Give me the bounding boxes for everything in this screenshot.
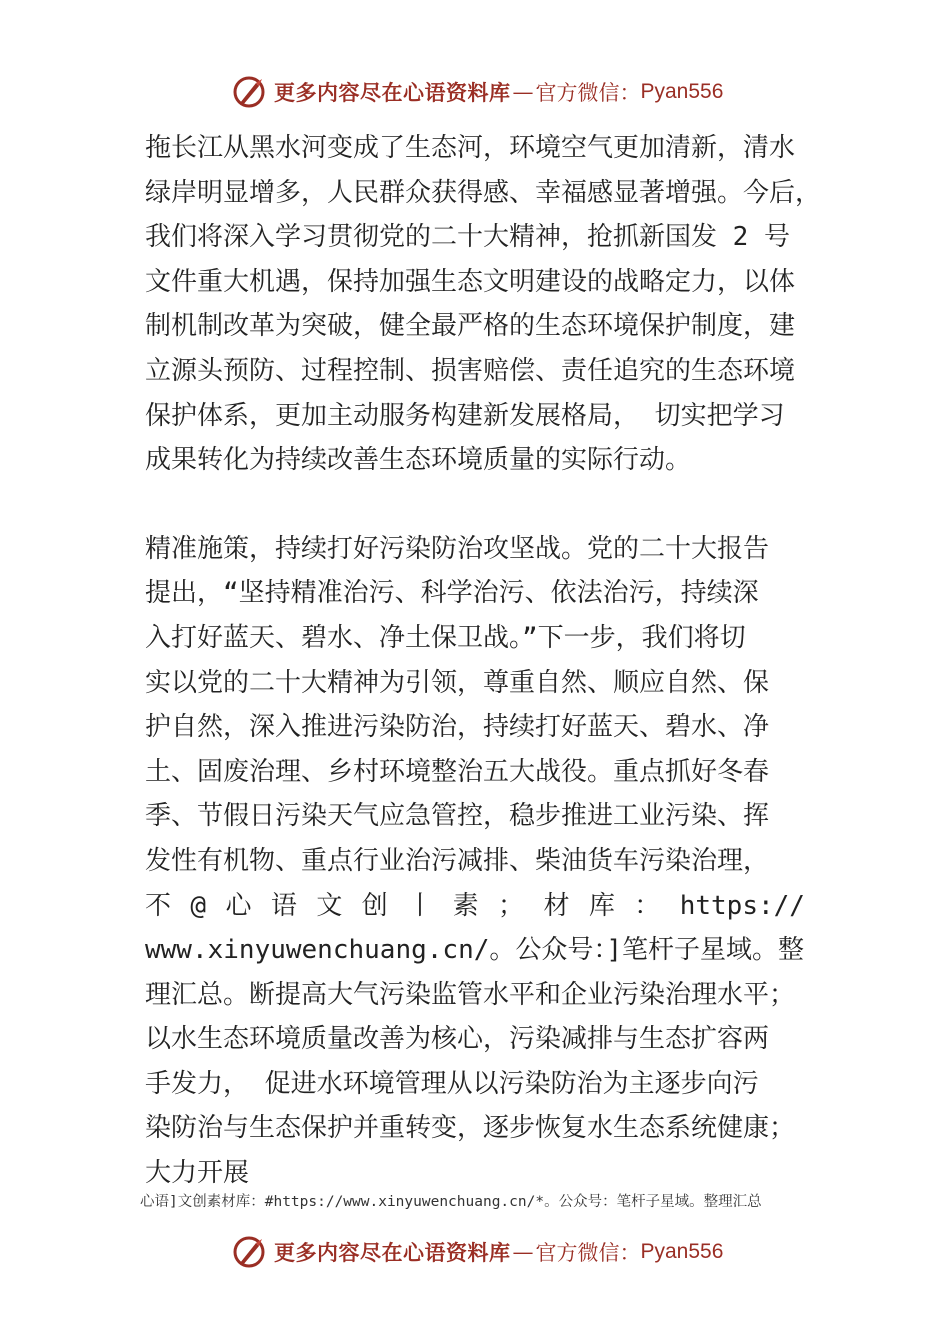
header-banner	[232, 72, 723, 112]
text-line: 制机制改革为突破，健全最严格的生态环境保护制度，建	[145, 311, 796, 342]
text-line: 实以党的二十大精神为引领，尊重自然、顺应自然、保	[145, 667, 770, 698]
spaced-char: 素	[452, 890, 479, 921]
spaced-char: https://	[679, 890, 805, 921]
text-line: 手发力， 促进水环境管理从以污染防治为主逐步向污	[145, 1068, 759, 1099]
footer-banner-id: Pyan556	[640, 1240, 724, 1263]
paragraph-1	[145, 126, 835, 483]
spaced-char: 库	[588, 890, 615, 921]
document-body	[145, 126, 835, 1196]
text-line: 土、固废治理、乡村环境整治五大战役。重点抓好冬春	[145, 756, 770, 787]
spaced-char: 文	[316, 890, 343, 921]
text-line: 季、节假日污染天气应急管控，稳步推进工业污染、挥	[145, 801, 770, 832]
spaced-char: 心	[225, 890, 252, 921]
spaced-char: 材	[543, 890, 570, 921]
text-line: 入打好蓝天、碧水、净土保卫战。”下一步，我们将切	[145, 622, 746, 653]
text-line: 拖长江从黑水河变成了生态河，环境空气更加清新，清水	[145, 133, 796, 163]
header-separator: —	[512, 80, 534, 104]
footer-banner-separator: —	[512, 1240, 534, 1264]
text-line: 立源头预防、过程控制、损害赔偿、责任追究的生态环境	[145, 355, 796, 386]
spaced-char: 语	[270, 890, 297, 921]
text-line: 大力开展	[145, 1158, 250, 1189]
spaced-char: 丨	[407, 890, 434, 921]
spaced-char: 创	[361, 890, 388, 921]
footer-banner-label: 官方微信：	[535, 1241, 641, 1265]
paragraph-2	[145, 527, 835, 1196]
text-line: 保护体系，更加主动服务构建新发展格局， 切实把学习	[145, 400, 785, 431]
footer-banner	[232, 1232, 723, 1272]
text-line: 我们将深入学习贯彻党的二十大精神，抢抓新国发 2 号	[145, 222, 790, 253]
header-label: 官方微信：	[535, 81, 641, 105]
text-line: 文件重大机遇，保持加强生态文明建设的战略定力，以体	[145, 266, 796, 297]
text-line: 染防治与生态保护并重转变，逐步恢复水生态系统健康；	[145, 1113, 796, 1144]
text-line: 提出，“坚持精准治污、科学治污、依法治污，持续深	[145, 578, 759, 609]
text-line: 精准施策，持续打好污染防治攻坚战。党的二十大报告	[145, 533, 770, 564]
footer-note: 心语]文创素材库：#https://www.xinyuwenchuang.cn/*。公众号：笔杆子星域。整理汇总	[140, 1194, 762, 1210]
quill-logo-icon	[232, 75, 266, 109]
watermark-spaced-line	[145, 884, 805, 929]
text-line: 理汇总。断提高大气污染监管水平和企业污染治理水平；	[145, 979, 796, 1010]
header-id: Pyan556	[640, 80, 724, 103]
text-line: 发性有机物、重点行业治污减排、柴油货车污染治理，	[145, 845, 770, 876]
spaced-char: ；	[498, 890, 525, 921]
footer-banner-text: 更多内容尽在心语资料库	[274, 1240, 511, 1265]
text-line: 以水生态环境质量改善为核心，污染减排与生态扩容两	[145, 1024, 770, 1055]
spaced-char: ：	[634, 890, 661, 921]
text-line: 护自然，深入推进污染防治，持续打好蓝天、碧水、净	[145, 712, 770, 743]
spaced-char: @	[190, 890, 207, 921]
text-line: www.xinyuwenchuang.cn/。公众号：]笔杆子星域。整	[145, 935, 805, 966]
paragraph-gap	[145, 483, 835, 527]
spaced-char: 不	[145, 890, 172, 921]
header-text: 更多内容尽在心语资料库	[274, 80, 511, 105]
text-line: 成果转化为持续改善生态环境质量的实际行动。	[145, 445, 692, 476]
quill-logo-icon	[232, 1235, 266, 1269]
text-line: 绿岸明显增多，人民群众获得感、幸福感显著增强。今后，	[145, 177, 822, 208]
